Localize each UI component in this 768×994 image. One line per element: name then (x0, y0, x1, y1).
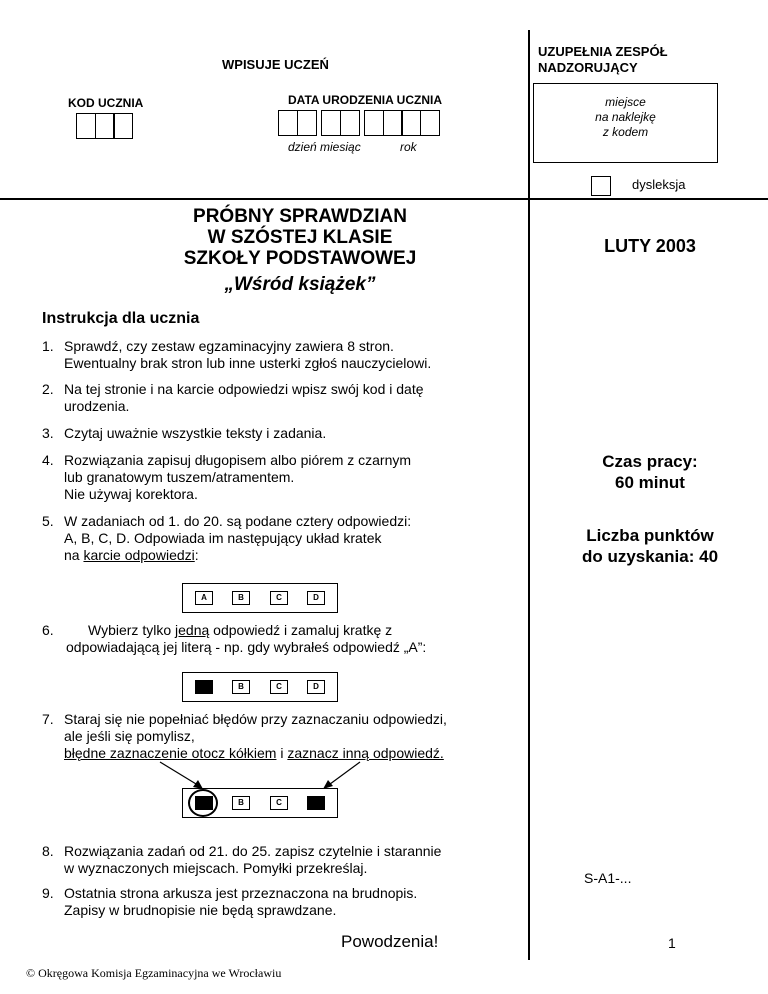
title-line: PRÓBNY SPRAWDZIAN (193, 206, 407, 227)
item-text: Nie używaj korektora. (64, 486, 198, 502)
answer-box-d-filled (307, 796, 325, 810)
item-text: jedną (175, 622, 210, 638)
answer-box-b: B (232, 591, 250, 605)
item-text: W zadaniach od 1. do 20. są podane cztery odpowiedzi: (64, 513, 412, 529)
title-line: W SZÓSTEJ KLASIE (207, 227, 393, 248)
item-number: 1. (42, 338, 54, 354)
item-text: Rozwiązania zapisuj długopisem albo piórem z czarnym (64, 452, 412, 468)
points-line: Liczba punktów (586, 526, 714, 545)
item-text: na (64, 547, 84, 563)
sheet-code: S-A1-... (584, 870, 632, 886)
item-text: w wyznaczonych miejscach. Pomyłki przekreślaj. (64, 860, 368, 876)
item-text: urodzenia. (64, 398, 130, 414)
answer-box-c: C (270, 680, 288, 694)
item-text: odpowiadającą jej literą - np. gdy wybrałeś odpowiedź „A”: (66, 639, 427, 655)
sticker-text: na naklejkę (595, 110, 656, 124)
answer-box-d: D (307, 591, 325, 605)
item-text: Zapisy w brudnopisie nie będą sprawdzane. (64, 902, 337, 918)
item-text: karcie odpowiedzi (83, 547, 195, 563)
item-text: A, B, C, D. Odpowiada im następujący układ kratek (64, 530, 382, 546)
item-number: 9. (42, 885, 54, 901)
answer-box-b: B (232, 680, 250, 694)
item-text: błędne zaznaczenie otocz kółkiem (64, 745, 277, 761)
sticker-text: miejsce (605, 95, 646, 109)
time-line: 60 minut (615, 473, 685, 492)
answer-box-d: D (307, 680, 325, 694)
time-line: Czas pracy: (602, 452, 698, 471)
item-text: i (276, 745, 288, 761)
item-number: 7. (42, 711, 54, 727)
answer-box-c: C (270, 796, 288, 810)
item-text: Ewentualny brak stron lub inne usterki zgłoś nauczycielowi. (64, 355, 432, 371)
subtitle: „Wśród książek” (224, 274, 376, 295)
item-text: Czytaj uważnie wszystkie teksty i zadania. (64, 425, 327, 441)
exam-date: LUTY 2003 (604, 236, 696, 256)
correction-circle (188, 789, 218, 817)
student-section-title: WPISUJE UCZEŃ (222, 57, 329, 72)
item-text: Wybierz tylko (88, 622, 176, 638)
points-line: do uzyskania: 40 (581, 547, 719, 566)
answer-box-a: A (195, 591, 213, 605)
copyright: © Okręgowa Komisja Egzaminacyjna we Wrocławiu (26, 966, 282, 980)
item-number: 6. (42, 622, 54, 638)
dyslexia-label: dysleksja (632, 177, 686, 192)
item-text: Staraj się nie popełniać błędów przy zaznaczaniu odpowiedzi, (64, 711, 447, 727)
item-number: 3. (42, 425, 54, 441)
item-text: Sprawdź, czy zestaw egzaminacyjny zawiera 8 stron. (64, 338, 394, 354)
item-number: 4. (42, 452, 54, 468)
item-text: lub granatowym tuszem/atramentem. (64, 469, 295, 485)
item-text: Rozwiązania zadań od 21. do 25. zapisz czytelnie i starannie (64, 843, 442, 859)
item-text: : (194, 547, 199, 563)
student-code-label: KOD UCZNIA (68, 96, 144, 110)
answer-box-c: C (270, 591, 288, 605)
arrow-line (160, 762, 201, 787)
birth-date-label: DATA URODZENIA UCZNIA (288, 93, 442, 107)
arrow-line (326, 762, 360, 787)
item-text: ale jeśli się pomylisz, (64, 728, 195, 744)
birth-caption-year: rok (400, 140, 417, 154)
title-line: SZKOŁY PODSTAWOWEJ (183, 248, 417, 269)
item-text: Na tej stronie i na karcie odpowiedzi wpisz swój kod i datę (64, 381, 424, 397)
closing-text: Powodzenia! (341, 932, 439, 951)
birth-caption-daymonth: dzień miesiąc (288, 140, 361, 154)
answer-box-b: B (232, 796, 250, 810)
item-number: 2. (42, 381, 54, 397)
instructions-heading: Instrukcja dla ucznia (42, 310, 200, 327)
item-text: Ostatnia strona arkusza jest przeznaczona na brudnopis. (64, 885, 418, 901)
item-number: 5. (42, 513, 54, 529)
instruction-9 (42, 885, 522, 919)
instruction-8 (42, 843, 522, 877)
team-title-line: UZUPEŁNIA ZESPÓŁ (538, 44, 668, 59)
item-text: odpowiedź i zamaluj kratkę z (209, 622, 393, 638)
sticker-text: z kodem (602, 125, 649, 139)
team-title-line: NADZORUJĄCY (538, 60, 638, 75)
page-number: 1 (668, 935, 676, 951)
item-number: 8. (42, 843, 54, 859)
item-text: zaznacz inną odpowiedź. (287, 745, 444, 761)
